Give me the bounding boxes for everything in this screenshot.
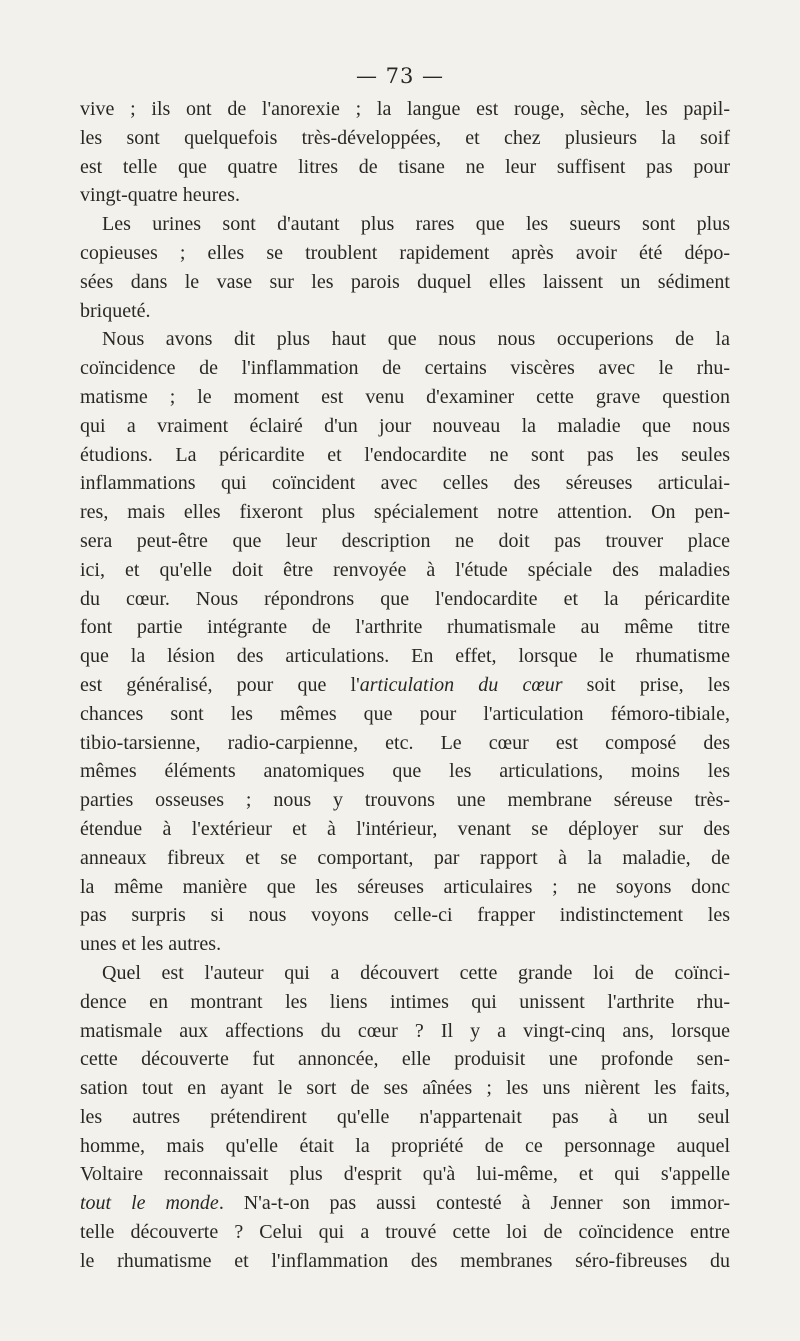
text-line: le rhumatisme et l'inflammation des membranes séro-fibreuses du [80, 1249, 730, 1272]
text-line: matisme ; le moment est venu d'examiner cette grave question [80, 385, 730, 408]
text-line: sera peut-être que leur description ne doit pas trouver place [80, 529, 730, 552]
text-line: chances sont les mêmes que pour l'articulation fémoro-tibiale, [80, 702, 730, 725]
text-line: ici, et qu'elle doit être renvoyée à l'étude spéciale des maladies [80, 558, 730, 581]
text-line: vive ; ils ont de l'anorexie ; la langue est rouge, sèche, les papil- [80, 98, 730, 120]
text-line [80, 1189, 730, 1218]
text-line: cette découverte fut annoncée, elle produisit une profonde sen- [80, 1048, 730, 1071]
text-line: coïncidence de l'inflammation de certains viscères avec le rhu- [80, 357, 730, 380]
text-line: anneaux fibreux et se comportant, par rapport à la maladie, de [80, 846, 730, 869]
text-line: font partie intégrante de l'arthrite rhumatismale au même titre [80, 616, 730, 639]
text-line: homme, mais qu'elle était la propriété de ce personnage auquel [80, 1134, 730, 1157]
italic-phrase: tout le monde [80, 1192, 219, 1215]
text-line: Les urines sont d'autant plus rares que les sueurs sont plus [102, 213, 730, 236]
text-line: Voltaire reconnaissait plus d'esprit qu'à lui-même, et qui s'appelle [80, 1163, 730, 1186]
text-line: pas surpris si nous voyons celle-ci frapper indistinctement les [80, 904, 730, 927]
text-line: telle découverte ? Celui qui a trouvé cette loi de coïncidence entre [80, 1221, 730, 1244]
text-line: qui a vraiment éclairé d'un jour nouveau la maladie que nous [80, 414, 730, 437]
text-line: sées dans le vase sur les parois duquel elles laissent un sédiment [80, 270, 730, 293]
text-line: sation tout en ayant le sort de ses aînées ; les uns nièrent les faits, [80, 1077, 730, 1100]
text-line: vingt-quatre heures. [80, 184, 240, 207]
text-line: matismale aux affections du cœur ? Il y a vingt-cinq ans, lorsque [80, 1019, 730, 1042]
text-line: les autres prétendirent qu'elle n'appartenait pas à un seul [80, 1105, 730, 1128]
text-segment: . N'a-t-on pas aussi contesté à Jenner son immor- [218, 1192, 730, 1215]
text-line: unes et les autres. [80, 933, 222, 956]
text-line: que la lésion des articulations. En effet, lorsque le rhumatisme [80, 645, 730, 668]
text-line: étudions. La péricardite et l'endocardite ne sont pas les seules [80, 443, 730, 466]
text-line: la même manière que les séreuses articulaires ; ne soyons donc [80, 875, 730, 898]
text-line: copieuses ; elles se troublent rapidement après avoir été dépo- [80, 241, 730, 264]
text-line: res, mais elles fixeront plus spécialement notre attention. On pen- [80, 501, 730, 524]
text-line: mêmes éléments anatomiques que les articulations, moins les [80, 760, 730, 783]
text-line: inflammations qui coïncident avec celles des séreuses articulai- [80, 472, 730, 495]
text-segment: est généralisé, pour que l' [80, 673, 360, 696]
text-line: briqueté. [80, 299, 151, 322]
text-line: tibio-tarsienne, radio-carpienne, etc. Le cœur est composé des [80, 731, 730, 754]
text-line: étendue à l'extérieur et à l'intérieur, venant se déployer sur des [80, 817, 730, 840]
page-number: — 73 — [355, 64, 445, 88]
body-text [80, 95, 730, 1276]
italic-phrase: articulation du cœur [359, 673, 563, 696]
text-line: dence en montrant les liens intimes qui unissent l'arthrite rhu- [80, 990, 730, 1013]
text-line: les sont quelquefois très-développées, et chez plusieurs la soif [80, 126, 730, 149]
text-segment: soit prise, les [562, 673, 730, 696]
text-line: du cœur. Nous répondrons que l'endocardite et la péricardite [80, 587, 730, 610]
text-line: Quel est l'auteur qui a découvert cette grande loi de coïnci- [102, 961, 730, 984]
text-line: Nous avons dit plus haut que nous nous occuperions de la [102, 328, 730, 351]
text-line: est telle que quatre litres de tisane ne leur suffisent pas pour [80, 155, 730, 178]
text-line [80, 671, 730, 700]
text-line: parties osseuses ; nous y trouvons une membrane séreuse très- [80, 789, 730, 812]
